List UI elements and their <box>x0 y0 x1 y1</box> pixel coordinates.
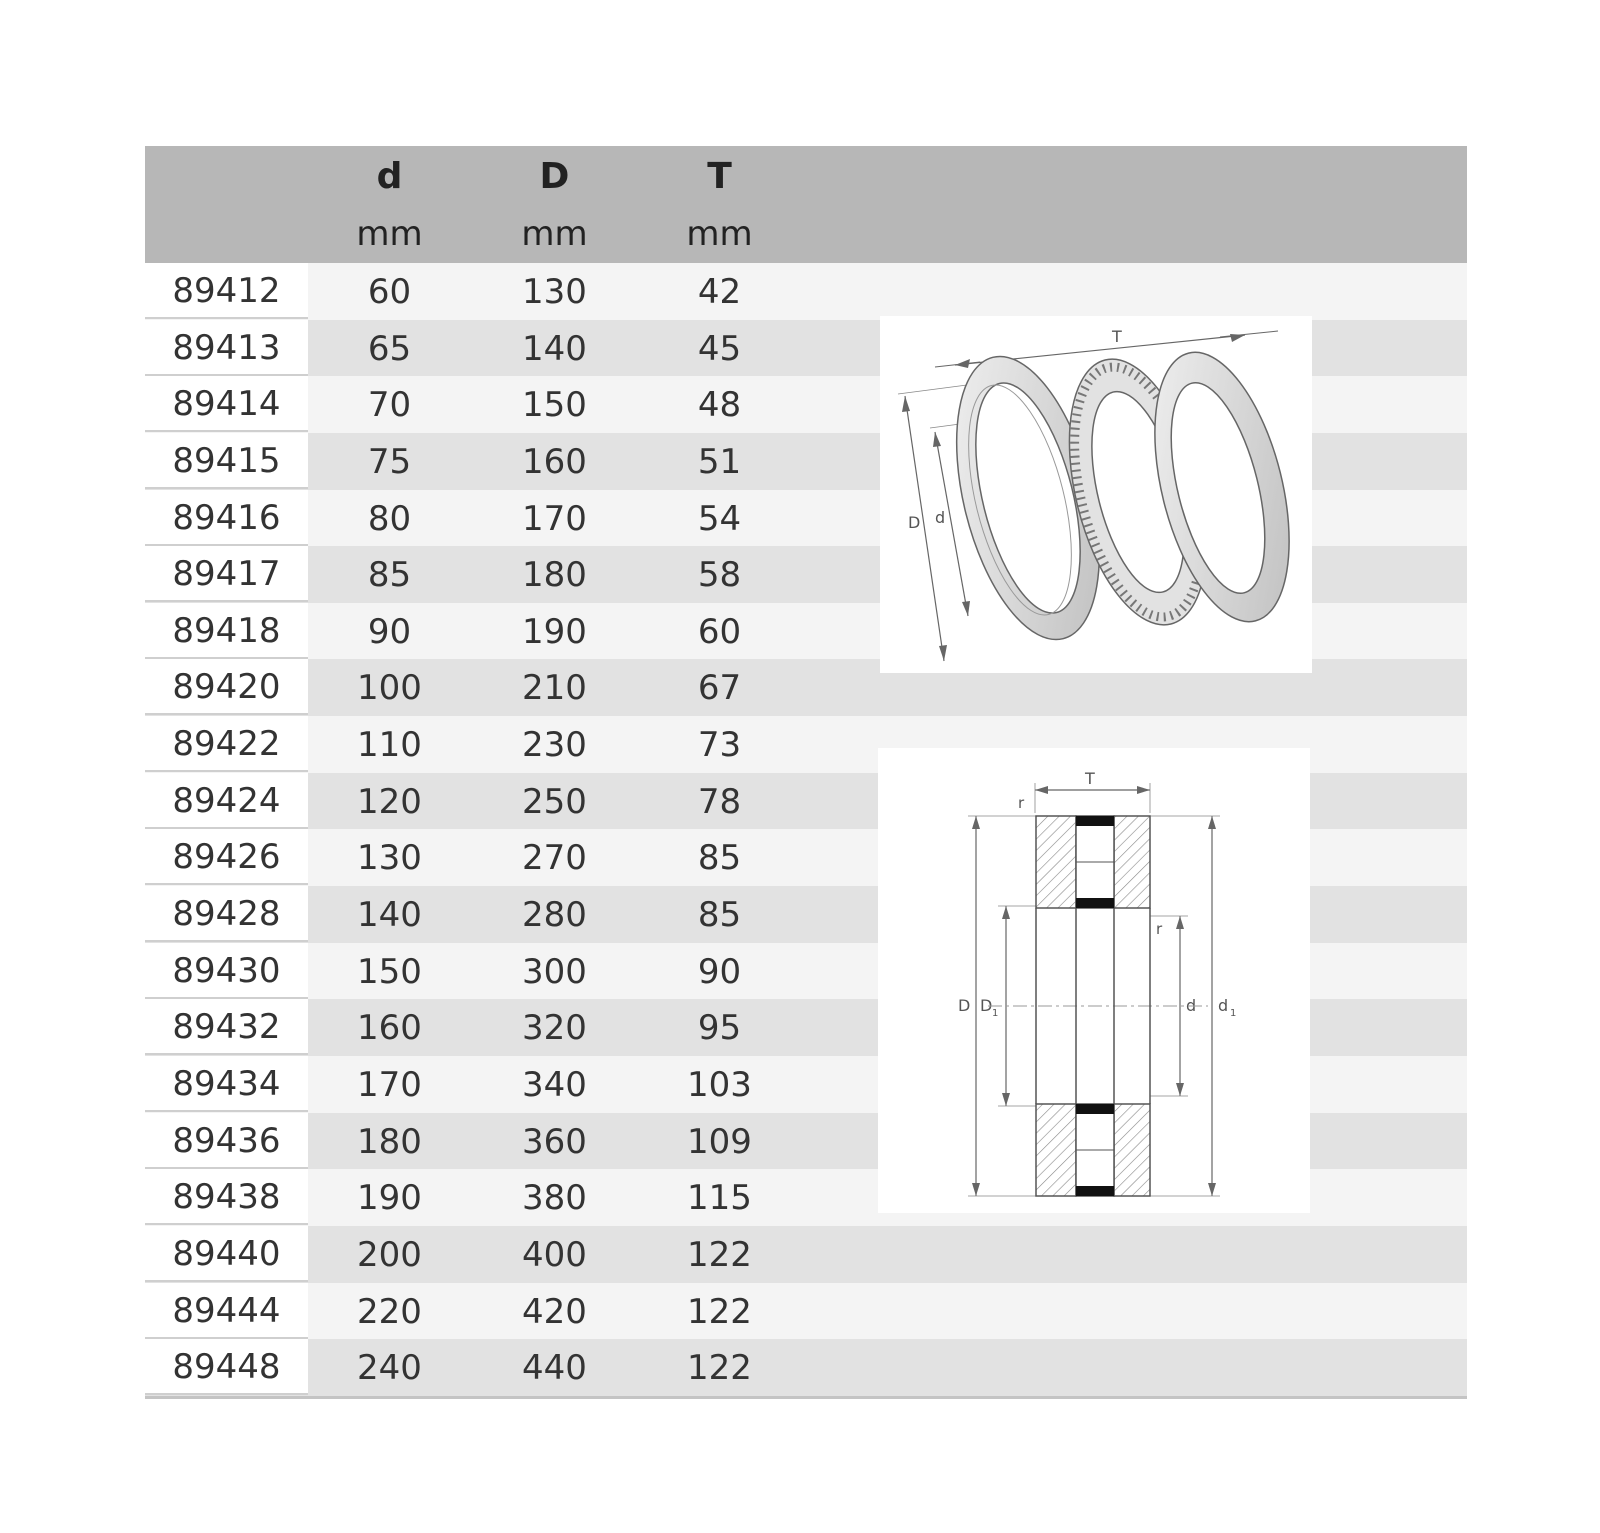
dimension-cell-height-T: 78 <box>697 781 742 822</box>
dimension-cell-outer-D: 190 <box>522 611 587 652</box>
table-row <box>145 263 1467 320</box>
dimension-cell-inner-d: 180 <box>357 1121 422 1162</box>
dimension-cell-outer-D: 270 <box>522 838 587 879</box>
section-label-r-top: r <box>1018 794 1025 812</box>
part-number-cell: 89440 <box>145 1226 308 1282</box>
dimension-cell-outer-D: 280 <box>522 895 587 936</box>
dimension-cell-height-T: 45 <box>697 328 742 369</box>
dimension-cell-height-T: 90 <box>697 951 742 992</box>
section-top-half <box>1036 816 1150 908</box>
dimension-cell-inner-d: 170 <box>357 1064 422 1105</box>
dimension-cell-inner-d: 150 <box>357 951 422 992</box>
part-number-cell: 89426 <box>145 829 308 885</box>
perspective-label-D: D <box>908 513 921 532</box>
header-unit-D: mm <box>521 214 588 254</box>
dimension-cell-inner-d: 200 <box>357 1234 422 1275</box>
dimension-cell-height-T: 60 <box>697 611 742 652</box>
part-number-cell: 89412 <box>145 263 308 319</box>
dimension-cell-inner-d: 120 <box>357 781 422 822</box>
dimension-cell-height-T: 51 <box>697 441 742 482</box>
part-number-cell: 89416 <box>145 490 308 546</box>
part-number-cell: 89430 <box>145 943 308 999</box>
part-number-cell: 89422 <box>145 716 308 772</box>
table-header <box>145 146 1467 263</box>
dimension-cell-inner-d: 140 <box>357 895 422 936</box>
dimension-cell-height-T: 122 <box>687 1348 752 1389</box>
perspective-label-T: T <box>1112 327 1122 346</box>
dimension-cell-inner-d: 240 <box>357 1348 422 1389</box>
dimension-cell-height-T: 67 <box>697 668 742 709</box>
section-label-d1-sub: 1 <box>1230 1008 1237 1019</box>
section-bottom-half <box>1036 1104 1150 1196</box>
header-symbol-d: d <box>376 156 403 197</box>
dimension-cell-height-T: 115 <box>687 1178 752 1219</box>
bearing-section-drawing <box>878 748 1310 1213</box>
dimension-cell-height-T: 42 <box>697 272 742 312</box>
dimension-cell-inner-d: 75 <box>367 441 412 482</box>
dimension-cell-outer-D: 340 <box>522 1064 587 1105</box>
dimension-cell-outer-D: 400 <box>522 1234 587 1275</box>
part-number-cell: 89420 <box>145 659 308 715</box>
dimension-cell-outer-D: 180 <box>522 555 587 596</box>
header-unit-d: mm <box>356 214 423 254</box>
dimension-cell-outer-D: 420 <box>522 1291 587 1332</box>
part-number-cell: 89413 <box>145 320 308 376</box>
dimension-cell-inner-d: 100 <box>357 668 422 709</box>
dimension-cell-height-T: 58 <box>697 555 742 596</box>
dimension-cell-height-T: 103 <box>687 1064 752 1105</box>
section-label-d1: d <box>1218 996 1229 1015</box>
dimension-cell-height-T: 54 <box>697 498 742 539</box>
dimension-cell-height-T: 85 <box>697 895 742 936</box>
dimension-cell-outer-D: 320 <box>522 1008 587 1049</box>
part-number-cell: 89436 <box>145 1113 308 1169</box>
part-number-cell: 89424 <box>145 773 308 829</box>
dimension-cell-outer-D: 130 <box>522 272 587 312</box>
bearing-section-svg <box>878 748 1310 1213</box>
dimension-cell-inner-d: 85 <box>367 555 412 596</box>
dimension-cell-inner-d: 160 <box>357 1008 422 1049</box>
part-number-cell: 89438 <box>145 1169 308 1225</box>
perspective-label-d: d <box>935 508 946 527</box>
dimension-cell-inner-d: 60 <box>367 272 412 312</box>
dimension-cell-inner-d: 190 <box>357 1178 422 1219</box>
section-label-D: D <box>958 996 971 1015</box>
dimension-cell-outer-D: 160 <box>522 441 587 482</box>
section-label-D1-sub: 1 <box>992 1008 999 1019</box>
bearing-perspective-drawing <box>880 316 1312 673</box>
dimension-cell-outer-D: 150 <box>522 385 587 426</box>
part-number-cell: 89415 <box>145 433 308 489</box>
dimension-cell-inner-d: 110 <box>357 725 422 766</box>
part-number-cell: 89448 <box>145 1339 308 1395</box>
dimension-cell-height-T: 95 <box>697 1008 742 1049</box>
section-label-D1: D <box>980 996 993 1015</box>
dimension-cell-height-T: 48 <box>697 385 742 426</box>
dimension-cell-height-T: 85 <box>697 838 742 879</box>
part-number-cell: 89414 <box>145 376 308 432</box>
dimension-cell-inner-d: 220 <box>357 1291 422 1332</box>
section-label-r-inner: r <box>1156 920 1163 938</box>
bearing-perspective-svg <box>880 316 1312 673</box>
dimension-cell-inner-d: 70 <box>367 385 412 426</box>
dimension-cell-outer-D: 170 <box>522 498 587 539</box>
dimension-cell-inner-d: 65 <box>367 328 412 369</box>
dimension-cell-height-T: 122 <box>687 1234 752 1275</box>
dimension-cell-outer-D: 360 <box>522 1121 587 1162</box>
dimension-cell-inner-d: 80 <box>367 498 412 539</box>
part-number-cell: 89432 <box>145 999 308 1055</box>
dimension-cell-height-T: 122 <box>687 1291 752 1332</box>
part-number-cell: 89417 <box>145 546 308 602</box>
dimension-cell-outer-D: 250 <box>522 781 587 822</box>
section-label-d: d <box>1186 996 1197 1015</box>
dimension-cell-outer-D: 140 <box>522 328 587 369</box>
header-unit-T: mm <box>686 214 753 254</box>
part-number-cell: 89418 <box>145 603 308 659</box>
dimension-cell-inner-d: 90 <box>367 611 412 652</box>
dimension-cell-height-T: 73 <box>697 725 742 766</box>
dimension-cell-inner-d: 130 <box>357 838 422 879</box>
part-number-cell: 89434 <box>145 1056 308 1112</box>
header-symbol-T: T <box>707 156 732 197</box>
dimension-cell-height-T: 109 <box>687 1121 752 1162</box>
table-row <box>145 1283 1467 1340</box>
part-number-cell: 89428 <box>145 886 308 942</box>
dimension-cell-outer-D: 300 <box>522 951 587 992</box>
dimension-cell-outer-D: 440 <box>522 1348 587 1389</box>
dimension-cell-outer-D: 210 <box>522 668 587 709</box>
table-row <box>145 1339 1467 1396</box>
table-row <box>145 1226 1467 1283</box>
dimension-cell-outer-D: 230 <box>522 725 587 766</box>
header-symbol-D: D <box>539 156 570 197</box>
section-label-T: T <box>1085 769 1095 788</box>
dimension-cell-outer-D: 380 <box>522 1178 587 1219</box>
part-number-cell: 89444 <box>145 1283 308 1339</box>
